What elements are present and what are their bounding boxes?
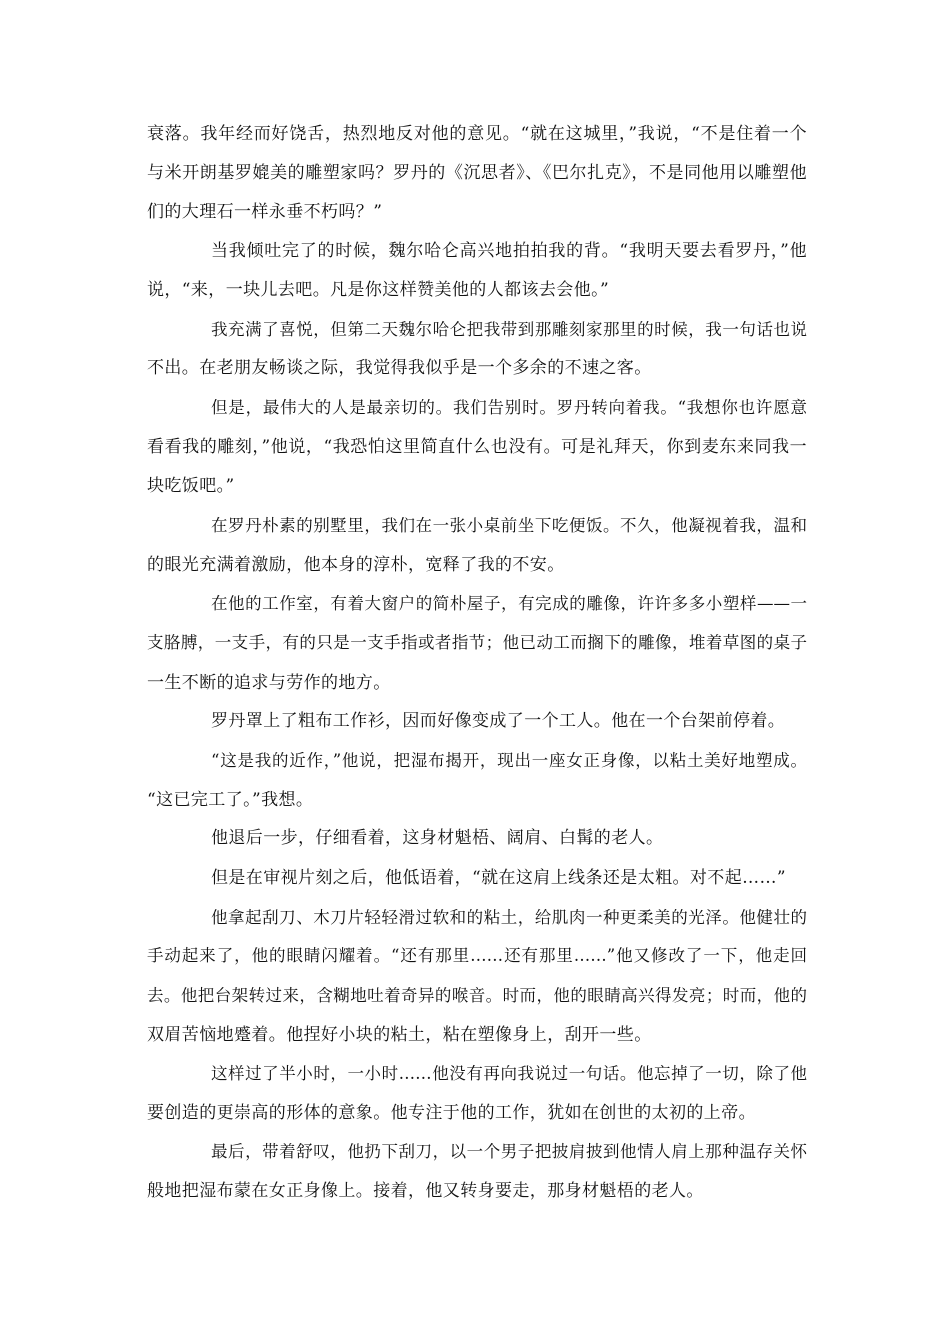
text-line: 衰落。我年经而好饶舌，热烈地反对他的意见。“就在这城里，”我说，“不是住着一个 xyxy=(147,124,807,144)
paragraph-first-line: 在他的工作室，有着大窗户的简朴屋子，有完成的雕像，许许多多小塑样——一 xyxy=(211,594,807,613)
paragraph-first-line: 但是在审视片刻之后，他低语着，“就在这肩上线条还是太粗。对不起……” xyxy=(211,868,786,888)
paragraph-first-line: “这是我的近作，”他说，把湿布揭开，现出一座女正身像，以粘土美好地塑成。 xyxy=(211,751,807,770)
text-line: 要创造的更崇高的形体的意象。他专注于他的工作，犹如在创世的太初的上帝。 xyxy=(147,1103,756,1123)
paragraph-first-line: 最后，带着舒叹，他扔下刮刀，以一个男子把披肩披到他情人肩上那种温存关怀 xyxy=(211,1142,807,1161)
paragraph-first-line: 他退后一步，仔细看着，这身材魁梧、阔肩、白髯的老人。 xyxy=(211,828,664,848)
text-line: 般地把湿布蒙在女正身像上。接着，他又转身要走，那身材魁梧的老人。 xyxy=(147,1181,704,1201)
paragraph-first-line: 我充满了喜悦，但第二天魏尔哈仑把我带到那雕刻家那里的时候，我一句话也说 xyxy=(211,320,807,339)
text-line: 去。他把台架转过来，含糊地吐着奇异的喉音。时而，他的眼睛高兴得发亮；时而，他的 xyxy=(147,986,807,1005)
text-line: 双眉苦恼地蹙着。他捏好小块的粘土，粘在塑像身上，刮开一些。 xyxy=(147,1025,652,1045)
text-line: 们的大理石一样永垂不朽吗？” xyxy=(147,202,383,222)
text-line: “这已完工了。”我想。 xyxy=(147,790,314,810)
text-line: 说，“来，一块儿去吧。凡是你这样赞美他的人都该去会他。” xyxy=(147,280,610,300)
text-line: 看看我的雕刻，”他说，“我恐怕这里简直什么也没有。可是礼拜天，你到麦东来同我一 xyxy=(147,437,807,457)
text-line: 不出。在老朋友畅谈之际，我觉得我似乎是一个多余的不速之客。 xyxy=(147,358,652,378)
text-line: 手动起来了，他的眼睛闪耀着。“还有那里……还有那里……”他又修改了一下，他走回 xyxy=(147,946,807,965)
paragraph-first-line: 他拿起刮刀、木刀片轻轻滑过软和的粘土，给肌肉一种更柔美的光泽。他健壮的 xyxy=(211,908,807,927)
paragraph-first-line: 但是，最伟大的人是最亲切的。我们告别时。罗丹转向着我。“我想你也许愿意 xyxy=(211,398,807,417)
text-line: 与米开朗基罗媲美的雕塑家吗？罗丹的《沉思者》、《巴尔扎克》，不是同他用以雕塑他 xyxy=(147,163,807,183)
text-line: 的眼光充满着激励，他本身的淳朴，宽释了我的不安。 xyxy=(147,555,565,575)
text-line: 支胳膊，一支手，有的只是一支手指或者指节；他已动工而搁下的雕像，堆着草图的桌子 xyxy=(147,633,807,652)
paragraph-first-line: 在罗丹朴素的别墅里，我们在一张小桌前坐下吃便饭。不久，他凝视着我，温和 xyxy=(211,516,807,535)
paragraph-first-line: 当我倾吐完了的时候，魏尔哈仑高兴地拍拍我的背。“我明天要去看罗丹，”他 xyxy=(211,241,807,261)
text-line: 一生不断的追求与劳作的地方。 xyxy=(147,673,391,693)
paragraph-first-line: 罗丹罩上了粗布工作衫，因而好像变成了一个工人。他在一个台架前停着。 xyxy=(211,711,786,731)
text-line: 块吃饭吧。” xyxy=(147,476,235,496)
paragraph-first-line: 这样过了半小时，一小时……他没有再向我说过一句话。他忘掉了一切，除了他 xyxy=(211,1064,807,1083)
